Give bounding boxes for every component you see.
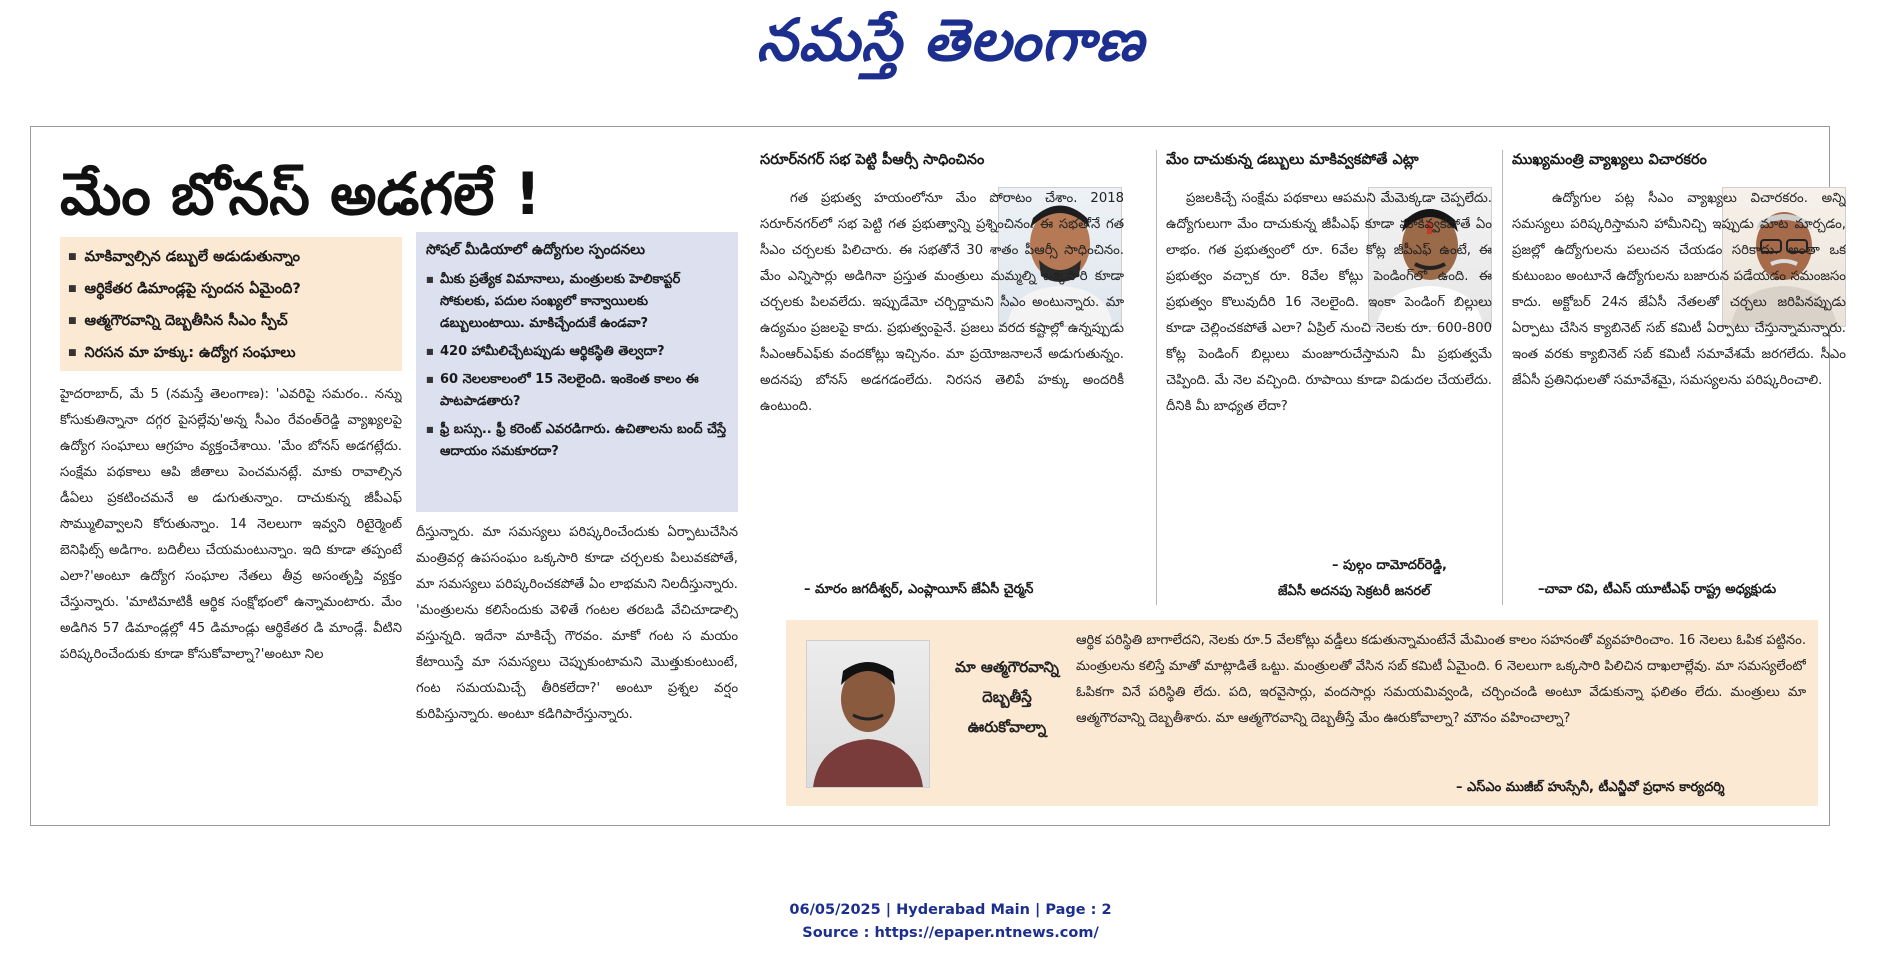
bullet-item: ■ ఆర్థికేతర డిమాండ్లపై స్పందన ఏమైంది? [68, 273, 394, 305]
column-body: ఉద్యోగుల పట్ల సీఎం వ్యాఖ్యలు విచారకరం. అన్ని సమస్యలు పరిష్కరిస్తామని హామీనిచ్చి ఇప్పుడు మాట మార్చడం, ప్రజల్లో ఉద్యోగులను పలుచన చేయడం సరికాదు. అంతా ఒక కుటుంబం అంటూనే ఉద్యోగులను బజారున పడేయడం సమంజసం కాదు. అక్టోబర్ 24న జేఏసీ నేతలతో చర్చలు జరిపినప్పుడు ఏర్పాటు చేసిన క్యాబినెట్ సబ్ కమిటీ ఏర్పాటు చేస్తున్నామన్నారు. ఇంత వరకు క్యాబినెట్ సబ్ కమిటీ సమావేశమే జరగలేదు. సీఎం జేఏసీ ప్రతినిధులతో సమావేశమై, సమస్యలను పరిష్కరించాలి. [1512, 191, 1846, 388]
masthead-logo: నమస్తే తెలంగాణ [756, 6, 1145, 74]
column-body: గత ప్రభుత్వ హయంలోనూ మేం పోరాటం చేశాం. 2018 సరూర్‌నగర్‌లో సభ పెట్టి గత ప్రభుత్వాన్ని ప్రశ్నించినం. ఈ సభతోనే గత సీఎం చర్చలకు పిలిచారు. ఈ సభతోనే 30 శాతం పీఆర్సీ సాధించినం. మేం ఎన్నిసార్లు అడిగినా ప్రస్తుత మంత్రులు మమ్మల్ని ఒక్కసారి కూడా చర్చలకు పిలవలేదు. ఇప్పుడేమో చర్చిద్దామని సీఎం అంటున్నారు. మా ఉద్యమం ప్రజలపై కాదు. ప్రభుత్వంపైనే. ప్రజలు వరద కష్టాల్లో ఉన్నప్పుడు సీఎంఆర్ఎఫ్‌కు వందకోట్లు ఇచ్చినం. మా ప్రయోజనాలనే అడుగుతున్నం. అదనపు బోనస్ అడగడంలేదు. నిరసన తెలిపే హక్కు అందరికీ ఉంటుంది. [760, 191, 1124, 414]
quote-box-body: ఆర్థిక పరిస్థితి బాగాలేదని, నెలకు రూ.5 వేలకోట్లు వడ్డీలు కడుతున్నామంటేనే మేమింత కాలం సహనంతో వ్యవహరించాం. 16 నెలలు ఓపిక పట్టినం. మంత్రులను కలిస్తే మాతో మాట్లాడితే ఒట్టు. మంత్రులతో వేసిన సబ్ కమిటీ ఏమైంది. 6 నెలలుగా ఒక్కసారి పిలిచిన దాఖలాల్లేవు. మా సమస్యలేంటో ఓపికగా వినే పరిస్థితి లేదు. పది, ఇరవైసార్లు, వందసార్లు సమయమివ్వండి, చర్చించండి అంటూ వేడుకున్నా ఫలితం లేదు. మంత్రులు మా ఆత్మగౌరవాన్ని దెబ్బతీశారు. మా ఆత్మగౌరవాన్ని దెబ్బతీస్తే మేం ఊరుకోవాల్నా? మౌనం వహించాల్నా? [1076, 633, 1806, 726]
bullet-item: ■ ఆత్మగౌరవాన్ని దెబ్బతీసిన సీఎం స్పీచ్ [68, 305, 394, 337]
footer-date-edition: 06/05/2025 | Hyderabad Main | Page : 2 [789, 902, 1112, 918]
social-media-box [416, 232, 738, 512]
pull-quote: మా ఆత్మగౌరవాన్ని దెబ్బతీస్తే ఊరుకోవాల్నా [955, 658, 1059, 736]
column-signature: జేఏసీ అదనపు సెక్రటరీ జనరల్ [1278, 584, 1431, 599]
social-item: ■ 60 నెలలకాలంలో 15 నెలలైంది. ఇంకెంత కాలం ఈ పాటపాడతారు? [426, 369, 728, 413]
article-body-continued: దీస్తున్నారు. మా సమస్యలు పరిష్కరించేందుకు ఏర్పాటుచేసిన మంత్రివర్గ ఉపసంఘం ఒక్కసారి కూడా చర్చలకు పిలువకపోతే, మా సమస్యలు పరిష్కరించకపోతే ఏం లాభమని నిలదీస్తున్నారు. 'మంత్రులను కలిసేందుకు వెళితే గంటల తరబడి వేచిచూడాల్సి వస్తున్నది. ఇదేనా మాకిచ్చే గౌరవం. మాకో గంట స మయం కేటాయిస్తే మా సమస్యలు చెప్పుకుంటామని మొత్తుకుంటుంటే, గంట సమయమిచ్చే తీరికలేదా?' అంటూ ప్రశ్నల వర్షం కురిపిస్తున్నారు. అంటూ కడిగిపారేస్తున్నారు. [416, 525, 738, 722]
footer-source: Source : https://epaper.ntnews.com/ [802, 925, 1099, 941]
social-item: ■ మీకు ప్రత్యేక విమానాలు, మంత్రులకు హెలికాప్టర్ సోకులకు, పదుల సంఖ్యలో కాన్వాయిలకు డబ్బులుంటాయి. మాకిచ్చేందుకే ఉండవా? [426, 269, 728, 335]
bullet-item: ■ మాకివ్వాల్సిన డబ్బులే అడుడుతున్నాం [68, 241, 394, 273]
column-heading: మేం దాచుకున్న డబ్బులు మాకివ్వకపోతే ఎట్లా [1166, 152, 1419, 168]
highlight-bullets [60, 237, 402, 371]
quote-box-signature: – ఎస్ఎం ముజీబ్ హుస్సేనీ, టీఎన్జీవో ప్రధాన కార్యదర్శి [1456, 780, 1725, 795]
social-item: ■ ఫ్రీ బస్సు.. ఫ్రీ కరెంట్ ఎవరడిగారు. ఉచితాలను బంద్ చేస్తే ఆదాయం సమకూరదా? [426, 419, 728, 463]
column-signature: – పుల్గం దామోదర్‌రెడ్డి, [1332, 558, 1447, 573]
column-heading: ముఖ్యమంత్రి వ్యాఖ్యలు విచారకరం [1512, 152, 1707, 168]
column-heading: సరూర్‌నగర్ సభ పెట్టి పీఆర్సీ సాధించినం [760, 152, 985, 168]
page-headline: మేం బోనస్ అడగలే ! [60, 160, 541, 228]
column-divider [1502, 150, 1503, 605]
column-divider [1156, 150, 1157, 605]
article-body-left: హైదరాబాద్, మే 5 (నమస్తే తెలంగాణ): 'ఎవరిపై సమరం.. నన్ను కోసుకుతిన్నానా దగ్గర పైసల్లేవు'అన్న సీఎం రేవంత్‌రెడ్డి వ్యాఖ్యలపై ఉద్యోగ సంఘాలు ఆగ్రహం వ్యక్తంచేశాయి. 'మేం బోనస్ అడగట్లేదు. సంక్షేమ పథకాలు ఆపి జీతాలు పెంచమనట్లే. మాకు రావాల్సిన డీఏలు ప్రకటించమనే అ డుగుతున్నాం. దాచుకున్న జీపీఎఫ్ సొమ్ములివ్వాలని కోరుతున్నాం. 14 నెలలుగా ఇవ్వని రిటైర్మెంట్ బెనిఫిట్స్ అడిగాం. బదిలీలు చేయమంటున్నాం. ఇది కూడా తప్పంటే ఎలా?'అంటూ ఉద్యోగ సంఘాల నేతలు తీవ్ర అసంతృప్తి వ్యక్తం చేస్తున్నారు. 'మాటిమాటికీ ఆర్థిక సంక్షోభంలో ఉన్నామంటారు. మేం అడిగిన 57 డిమాండ్లల్లో 45 డిమాండ్లు ఆర్థికేతర డి మాండ్లే. వీటిని పరిష్కరించేందుకు కూడా కోసుకోవాల్నా?'అంటూ నిల [60, 387, 402, 662]
column-signature: – మారం జగదీశ్వర్, ఎంప్లాయీస్ జేఏసీ చైర్మన్ [804, 582, 1034, 597]
column-signature: –చావా రవి, టీఎస్ యూటీఎఫ్ రాష్ట్ర అధ్యక్షుడు [1538, 582, 1777, 597]
portrait-photo [806, 640, 930, 788]
bullet-item: ■ నిరసన మా హక్కు: ఉద్యోగ సంఘాలు [68, 337, 394, 369]
portrait-icon [807, 641, 929, 787]
social-box-title: సోషల్ మీడియాలో ఉద్యోగుల స్పందనలు [426, 242, 645, 258]
column-body: ప్రజలకిచ్చే సంక్షేమ పథకాలు ఆపమని మేమెక్కడా చెప్పలేదు. ఉద్యోగులుగా మేం దాచుకున్న జీపీఎఫ్ కూడా మాకివ్వకపోతే ఏం లాభం. గత ప్రభుత్వంలో రూ. 6వేల కోట్ల జీపీఎఫ్ ఉంటే, ఈ ప్రభుత్వం వచ్చాక రూ. 8వేల కోట్లు పెండింగ్‌లో ఉంది. ఈ ప్రభుత్వం కొలువుదీరి 16 నెలలైంది. ఇంకా పెండింగ్ బిల్లులు కూడా చెల్లించకపోతే ఎలా? ఏప్రిల్ నుంచి నెలకు రూ. 600-800 కోట్ల పెండింగ్ బిల్లులు మంజూరుచేస్తామని మీ ప్రభుత్వమే చెప్పింది. మే నెల వచ్చింది. రూపాయి కూడా విడుదల చేయలేదు. దీనికి మీ బాధ్యత లేదా? [1166, 191, 1492, 414]
social-item: ■ 420 హామీలిచ్చేటప్పుడు ఆర్థికస్థితి తెల్వదా? [426, 341, 728, 363]
